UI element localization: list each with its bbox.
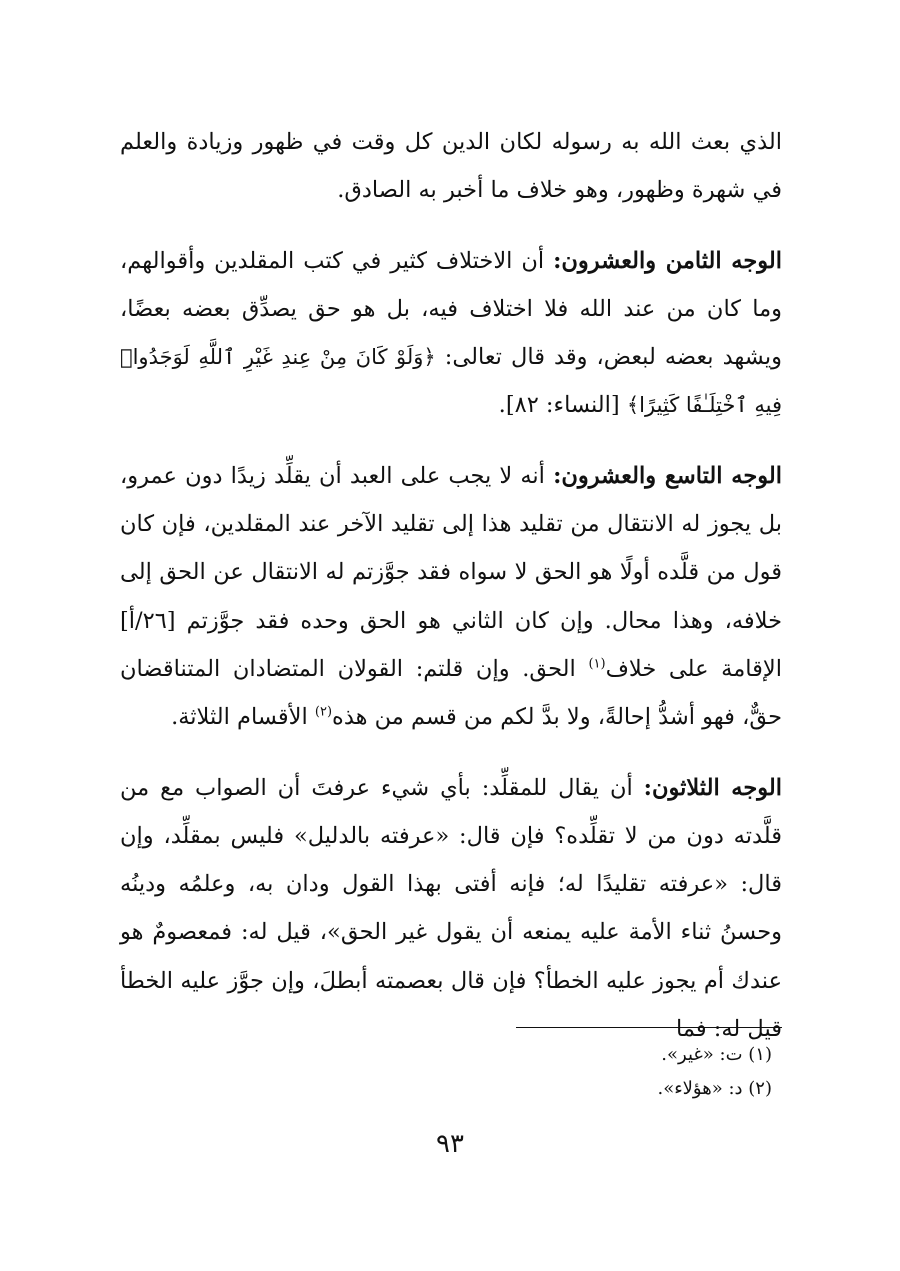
quran-verse: ﴿وَلَوْ كَانَ مِنْ عِندِ غَيْرِ ٱللَّهِ لَوَجَدُوا۟ فِيهِ ٱخْتِلَـٰفًا كَثِيرًا﴾: [120, 345, 782, 418]
paragraph-text: أن الاختلاف كثير في كتب المقلدين وأقوالهم، وما كان من عند الله فلا اختلاف فيه، بل هو حق يصدِّق بعضه بعضًا، ويشهد بعضه لبعض، وقد قال تعالى:: [120, 247, 782, 371]
paragraph-text: الذي بعث الله به رسوله لكان الدين كل وقت في ظهور وزيادة والعلم في شهرة وظهور، وهو خلاف ما أخبر به الصادق.: [120, 129, 782, 204]
footnote-1: (١) ت: «غير».: [661, 1044, 772, 1065]
footnote-divider: [516, 1027, 782, 1028]
main-text: [120, 118, 782, 1075]
paragraph-29: [120, 452, 782, 742]
verse-citation: [النساء: ٨٢].: [498, 392, 627, 419]
footnote-marker-1[interactable]: (١): [588, 656, 606, 672]
paragraph-continuation: [120, 118, 782, 215]
paragraph-text: الأقسام الثلاثة.: [171, 704, 315, 731]
paragraph-heading: الوجه التاسع والعشرون:: [553, 462, 782, 489]
paragraph-30: [120, 764, 782, 1054]
footnotes: [132, 1038, 772, 1106]
footnote-2: (٢) د: «هؤلاء».: [657, 1078, 772, 1099]
paragraph-text: أن يقال للمقلِّد: بأي شيء عرفتَ أن الصواب مع من قلَّدته دون من لا تقلِّده؟ فإن قال: «عرفته بالدليل» فليس بمقلِّد، وإن قال: «عرفته تقليدًا له؛ فإنه أفتى بهذا القول ودان به، وعلمُه ودينُه وحسنُ ثناء الأمة عليه يمنعه أن يقول غير الحق»، قيل له: فمعصومٌ هو عندك أم يجوز عليه الخطأ؟ فإن قال بعصمته أبطلَ، وإن جوَّز عليه الخطأ قيل له: فما: [120, 774, 782, 1043]
paragraph-text: أنه لا يجب على العبد أن يقلِّد زيدًا دون عمرو، بل يجوز له الانتقال من تقليد هذا إلى تقليد الآخر عند المقلدين، فإن كان قول من قلَّده أولًا هو الحق لا سواه فقد جوَّزتم له الانتقال عن الحق إلى خلافه، وهذا محال. وإن كان الثاني هو الحق وحده فقد جوَّزتم [٢٦/أ] الإقامة على خلاف: [120, 462, 782, 682]
paragraph-heading: الوجه الثلاثون:: [643, 774, 782, 801]
paragraph-text: الحق. وإن قلتم: القولان المتضادان المتناقضان حقٌّ، فهو أشدُّ إحالةً، ولا بدَّ لكم من قسم من هذه: [120, 655, 782, 731]
paragraph-28: [120, 237, 782, 430]
paragraph-heading: الوجه الثامن والعشرون:: [553, 247, 782, 274]
page-number: ٩٣: [436, 1129, 464, 1159]
footnote-marker-2[interactable]: (٢): [314, 704, 333, 720]
